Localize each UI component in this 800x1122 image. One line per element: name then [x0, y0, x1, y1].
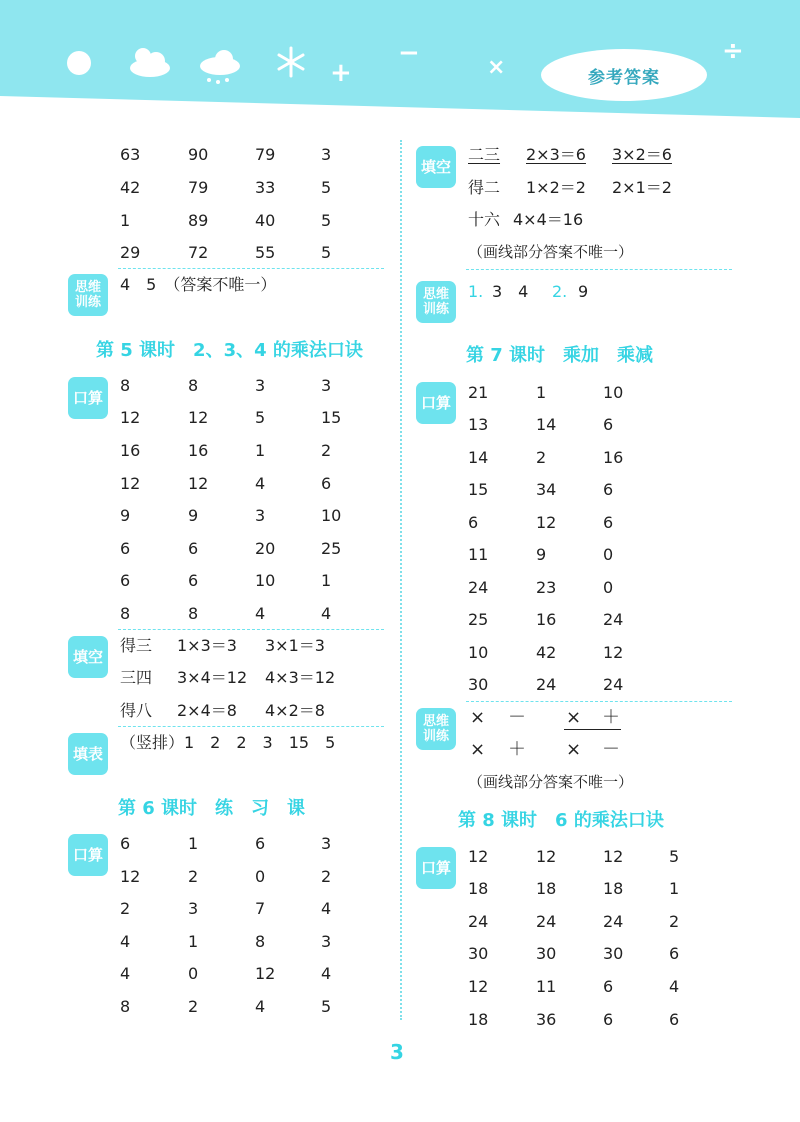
siwei-tag: 思维 训练 [416, 708, 456, 750]
kousuan-tag: 口算 [416, 382, 456, 424]
header-banner [0, 0, 800, 122]
column-divider [400, 140, 402, 1020]
note: （画线部分答案不唯一） [468, 773, 634, 791]
plus-icon: + [330, 58, 352, 88]
lesson-6-title: 第 6 课时 练 习 课 [118, 798, 306, 819]
tianbiao-answer: （竖排）1 2 2 3 15 5 [120, 733, 336, 752]
times-icon: × [487, 55, 506, 80]
minus-icon: − [398, 38, 420, 68]
section-separator [466, 701, 732, 702]
lesson-8-title: 第 8 课时 6 的乘法口诀 [458, 810, 664, 831]
cloud-sun-icon [126, 44, 174, 80]
lesson-7-title: 第 7 课时 乘加 乘减 [466, 345, 654, 366]
page-number: 3 [390, 1040, 404, 1064]
section-separator [466, 269, 732, 270]
tiankong-tag: 填空 [68, 636, 108, 678]
cloud-rain-icon [196, 46, 244, 86]
siwei-tag: 思维 训练 [68, 274, 108, 316]
answer-underline [564, 729, 621, 730]
kousuan-tag: 口算 [68, 834, 108, 876]
section-separator [118, 629, 384, 630]
siwei-tag: 思维 训练 [416, 281, 456, 323]
section-separator [118, 726, 384, 727]
section-separator [118, 268, 384, 269]
tiankong-tag: 填空 [416, 146, 456, 188]
answer-badge: 参考答案 [541, 49, 707, 101]
kousuan-tag: 口算 [416, 847, 456, 889]
snowflake-icon [274, 45, 308, 79]
lesson-5-title: 第 5 课时 2、3、4 的乘法口诀 [96, 340, 363, 361]
tianbiao-tag: 填表 [68, 733, 108, 775]
sun-icon [64, 48, 94, 78]
kousuan-tag: 口算 [68, 377, 108, 419]
siwei-answer: 4 5 （答案不唯一） [120, 275, 277, 294]
divide-icon: ÷ [722, 36, 744, 66]
note: （画线部分答案不唯一） [468, 243, 634, 261]
